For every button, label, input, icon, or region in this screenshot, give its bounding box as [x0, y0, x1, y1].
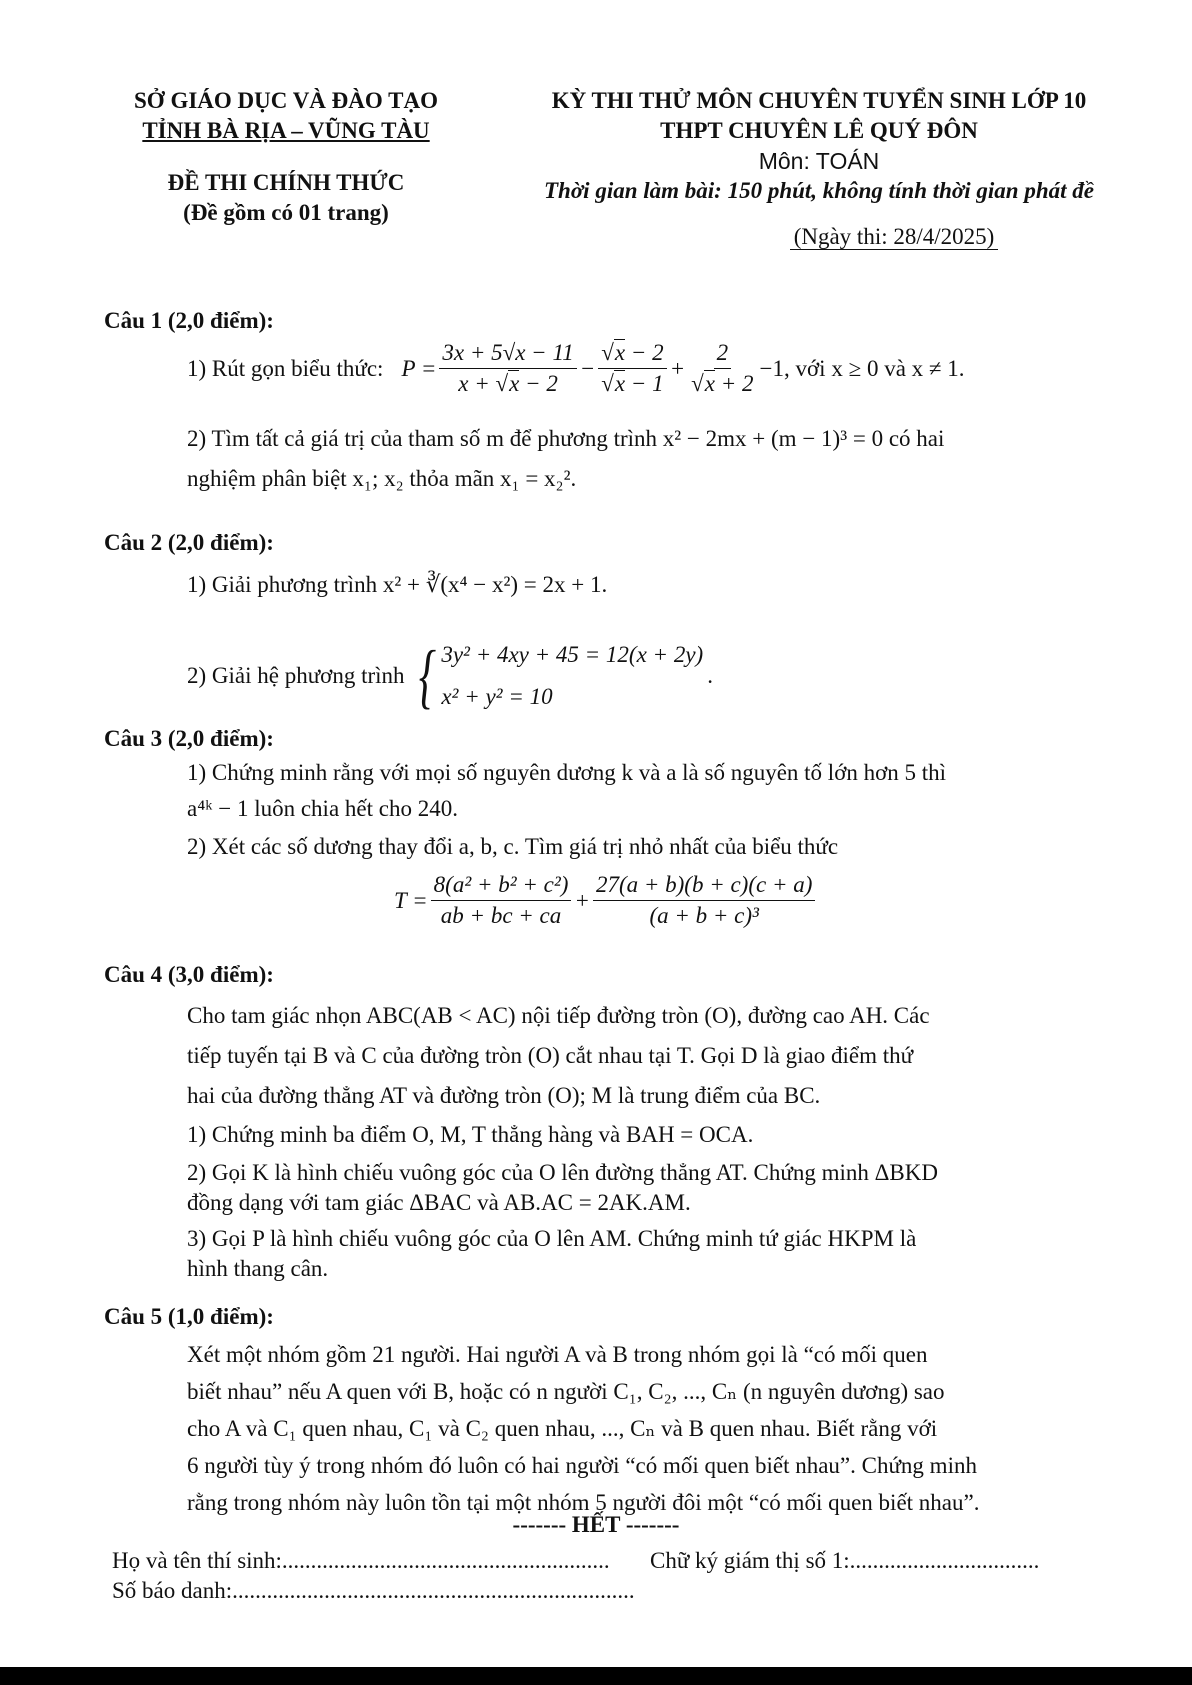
candidate-id-field: Số báo danh:...................................................................... [112, 1578, 635, 1603]
T-fraction-2: $\frac{27(a + b)(b + c)(c + a)}{\text{(a + b + c)³}}$ [593, 872, 815, 929]
q5-title: Câu 5 (1,0 điểm): [104, 1304, 274, 1329]
scan-border [0, 1667, 1192, 1685]
header-right [488, 86, 1150, 252]
exam-date: (Ngày thi: 28/4/2025) [488, 222, 1150, 252]
q4-intro: Cho tam giác nhọn ABC(AB < AC) nội tiếp đường tròn (O), đường cao AH. Các tiếp tuyến tại B và C của đường tròn (O) cắt nhau tại T. Gọi D là giao điểm thứ hai của đường thẳng AT và đường tròn (O); M là trung điểm của BC. [187, 1003, 930, 1108]
q1-fraction-2: $\frac{√x - 2}{√x - 1}$ [598, 340, 666, 397]
q1-title: Câu 1 (2,0 điểm): [104, 308, 274, 333]
q1-part1: 1) Rút gọn biểu thức: P = $\frac{3x + 5√x - 11}{x + √x - 2}$ − $\frac{√x - 2}{√x - 1}$ + $\frac{2}{√x + 2}$ −1, với x ≥ 0 và x ≠ 1. [187, 340, 965, 396]
official-label: ĐỀ THI CHÍNH THỨC [167, 170, 405, 195]
header-left [100, 86, 472, 228]
q3-title: Câu 3 (2,0 điểm): [104, 726, 274, 751]
exam-time: Thời gian làm bài: 150 phút, không tính thời gian phát đề [544, 178, 1094, 203]
q3-expression-T: T = $\frac{\text{8(a² + b² + c²)}}{ab + bc + ca}$ + $\frac{27(a + b)(b + c)(c + a)}{\text{(a + b + c)³}}$ [394, 872, 818, 929]
q4-title: Câu 4 (3,0 điểm): [104, 962, 274, 987]
q4-parts: 1) Chứng minh ba điểm O, M, T thẳng hàng và BAH = OCA. 2) Gọi K là hình chiếu vuông góc của O lên đường thẳng AT. Chứng minh ΔBKD đồng dạng với tam giác ΔBAC và AB.AC = 2AK.AM. 3) Gọi P là hình chiếu vuông góc của O lên AM. Chứng minh tứ giác HKPM là hình thang cân. [187, 1122, 938, 1281]
q2-title: Câu 2 (2,0 điểm): [104, 530, 274, 555]
q3-part1: 1) Chứng minh rằng với mọi số nguyên dương k và a là số nguyên tố lớn hơn 5 thì a⁴ᵏ − 1 luôn chia hết cho 240. [187, 760, 947, 821]
q1-fraction-1: $\frac{3x + 5√x - 11}{x + √x - 2}$ [439, 340, 576, 397]
q2-part1: 1) Giải phương trình x² + ∛(x⁴ − x²) = 2x + 1. [187, 572, 608, 597]
subject: Môn: TOÁN [758, 148, 880, 174]
T-fraction-1: $\frac{\text{8(a² + b² + c²)}}{ab + bc + ca}$ [431, 872, 572, 929]
exam-title: KỲ THI THỬ MÔN CHUYÊN TUYỂN SINH LỚP 10 [551, 88, 1087, 113]
q1-part2: 2) Tìm tất cả giá trị của tham số m để phương trình x² − 2mx + (m − 1)³ = 0 có hai nghiệm phân biệt x₁; x₂ thỏa mãn x₁ = x₂². [187, 426, 945, 491]
dept-name: SỞ GIÁO DỤC VÀ ĐÀO TẠO [134, 88, 438, 113]
q2-part2: 2) Giải hệ phương trình { 3y² + 4xy + 45 = 12(x + 2y) x² + y² = 10 . [187, 636, 713, 716]
q5-body: Xét một nhóm gồm 21 người. Hai người A và B trong nhóm gọi là “có mối quen biết nhau” nếu A quen với B, hoặc có n người C₁, C₂, ..., Cₙ (n nguyên dương) sao cho A và C₁ quen nhau, C₁ và C₂ quen nhau, ..., Cₙ và B quen nhau. Biết rằng với 6 người tùy ý trong nhóm đó luôn có hai người “có mối quen biết nhau”. Chứng minh rằng trong nhóm này luôn tồn tại một nhóm 5 người đôi một “có mối quen biết nhau”. [187, 1342, 980, 1515]
q1-fraction-3: $\frac{2}{√x + 2}$ [691, 340, 754, 396]
candidate-name-field: Họ và tên thí sinh:......................................................... [112, 1548, 610, 1573]
equation-system: { 3y² + 4xy + 45 = 12(x + 2y) x² + y² = 10 [418, 636, 704, 716]
proctor-signature-field: Chữ ký giám thị số 1:................................. [650, 1548, 1040, 1573]
school-name: THPT CHUYÊN LÊ QUÝ ĐÔN [660, 118, 978, 143]
end-marker: ------- HẾT ------- [512, 1512, 680, 1537]
province-name: TỈNH BÀ RỊA – VŨNG TÀU [142, 118, 430, 143]
q3-part2: 2) Xét các số dương thay đổi a, b, c. Tìm giá trị nhỏ nhất của biểu thức [187, 834, 839, 859]
page-count: (Đề gồm có 01 trang) [183, 200, 389, 225]
